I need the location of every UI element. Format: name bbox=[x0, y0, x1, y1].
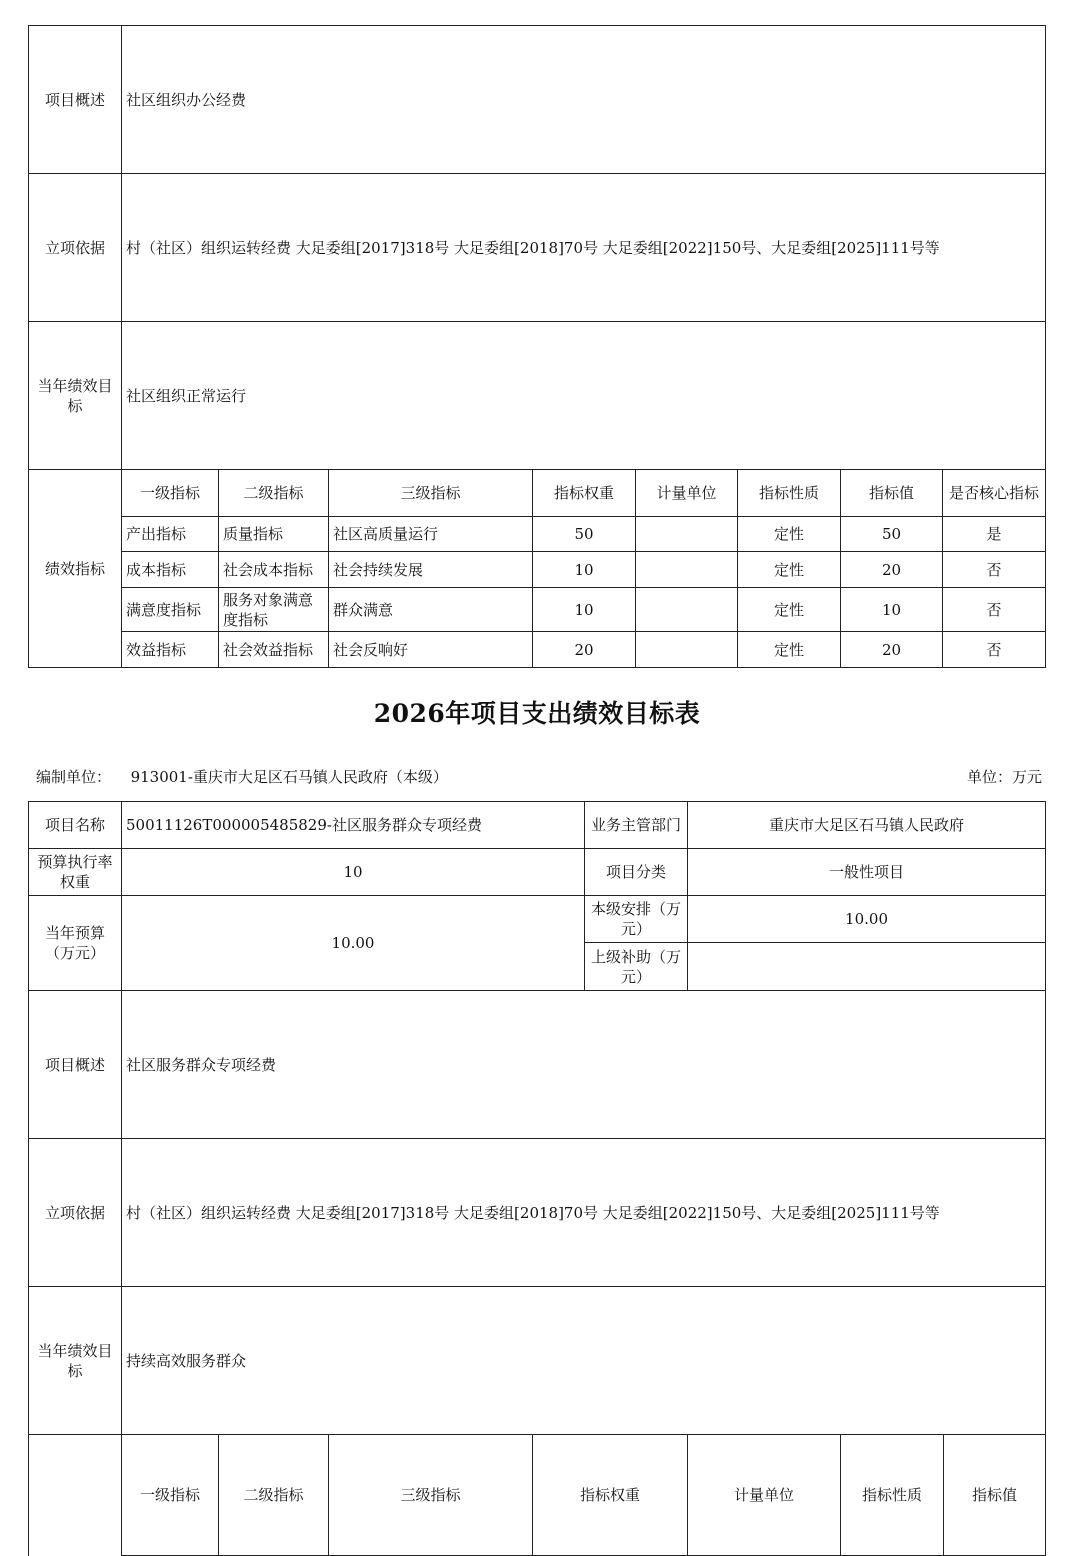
cell bbox=[636, 552, 738, 588]
perf-label-cell bbox=[29, 1435, 122, 1556]
category-value: 一般性项目 bbox=[688, 849, 1046, 896]
header-cell: 一级指标 bbox=[122, 470, 219, 517]
budget-label: 当年预算（万元） bbox=[29, 896, 122, 991]
header-cell: 指标权重 bbox=[533, 470, 636, 517]
project-name-label: 项目名称 bbox=[29, 802, 122, 849]
cell bbox=[636, 588, 738, 632]
project-name-value: 50011126T000005485829-社区服务群众专项经费 bbox=[122, 802, 585, 849]
cell: 服务对象满意度指标 bbox=[219, 588, 329, 632]
cell: 效益指标 bbox=[122, 632, 219, 668]
table-row bbox=[29, 517, 1046, 552]
dept-value: 重庆市大足区石马镇人民政府 bbox=[688, 802, 1046, 849]
cell: 社会反响好 bbox=[329, 632, 533, 668]
cell: 社会成本指标 bbox=[219, 552, 329, 588]
header-cell: 指标值 bbox=[841, 470, 943, 517]
cell: 50 bbox=[841, 517, 943, 552]
cell: 否 bbox=[943, 588, 1046, 632]
header-cell: 一级指标 bbox=[122, 1435, 219, 1556]
local-label: 本级安排（万元） bbox=[585, 896, 688, 943]
table-row bbox=[29, 552, 1046, 588]
cell: 定性 bbox=[738, 517, 841, 552]
cell: 10 bbox=[841, 588, 943, 632]
header-cell: 二级指标 bbox=[219, 1435, 329, 1556]
header-cell: 三级指标 bbox=[329, 1435, 533, 1556]
table-row bbox=[29, 588, 1046, 632]
superior-value bbox=[688, 943, 1046, 991]
cell: 产出指标 bbox=[122, 517, 219, 552]
budget-value: 10.00 bbox=[122, 896, 585, 991]
cell: 群众满意 bbox=[329, 588, 533, 632]
cell: 10 bbox=[533, 588, 636, 632]
cell: 满意度指标 bbox=[122, 588, 219, 632]
basis-label: 立项依据 bbox=[29, 1139, 122, 1287]
rate-label: 预算执行率权重 bbox=[29, 849, 122, 896]
cell bbox=[636, 517, 738, 552]
cell: 是 bbox=[943, 517, 1046, 552]
header-cell: 指标值 bbox=[944, 1435, 1046, 1556]
header-cell: 三级指标 bbox=[329, 470, 533, 517]
cell: 质量指标 bbox=[219, 517, 329, 552]
cell: 社区高质量运行 bbox=[329, 517, 533, 552]
cell: 社会持续发展 bbox=[329, 552, 533, 588]
currency-unit: 单位：万元 bbox=[966, 768, 1042, 786]
cell: 20 bbox=[841, 632, 943, 668]
cell: 20 bbox=[533, 632, 636, 668]
local-value: 10.00 bbox=[688, 896, 1046, 943]
goal-label: 当年绩效目标 bbox=[29, 1287, 122, 1435]
cell: 20 bbox=[841, 552, 943, 588]
goal-label: 当年绩效目标 bbox=[29, 322, 122, 470]
unit-value: 913001-重庆市大足区石马镇人民政府（本级） bbox=[130, 768, 448, 786]
basis-value: 村（社区）组织运转经费 大足委组[2017]318号 大足委组[2018]70号 大足委组[2022]150号、大足委组[2025]111号等 bbox=[122, 1139, 1046, 1287]
rate-value: 10 bbox=[122, 849, 585, 896]
performance-table-2 bbox=[28, 801, 1046, 1556]
header-cell: 计量单位 bbox=[688, 1435, 841, 1556]
header-cell: 指标权重 bbox=[533, 1435, 688, 1556]
cell: 定性 bbox=[738, 588, 841, 632]
perf-label: 绩效指标 bbox=[29, 470, 122, 668]
cell: 成本指标 bbox=[122, 552, 219, 588]
overview-value: 社区组织办公经费 bbox=[122, 26, 1046, 174]
performance-table-1 bbox=[28, 25, 1046, 668]
unit-label: 编制单位： bbox=[36, 768, 112, 786]
header-cell: 二级指标 bbox=[219, 470, 329, 517]
table-row bbox=[29, 632, 1046, 668]
superior-label: 上级补助（万元） bbox=[585, 943, 688, 991]
dept-label: 业务主管部门 bbox=[585, 802, 688, 849]
cell: 否 bbox=[943, 632, 1046, 668]
overview-label: 项目概述 bbox=[29, 991, 122, 1139]
cell: 50 bbox=[533, 517, 636, 552]
cell: 定性 bbox=[738, 632, 841, 668]
goal-value: 持续高效服务群众 bbox=[122, 1287, 1046, 1435]
header-cell: 指标性质 bbox=[738, 470, 841, 517]
basis-value: 村（社区）组织运转经费 大足委组[2017]318号 大足委组[2018]70号 大足委组[2022]150号、大足委组[2025]111号等 bbox=[122, 174, 1046, 322]
header-cell: 计量单位 bbox=[636, 470, 738, 517]
basis-label: 立项依据 bbox=[29, 174, 122, 322]
cell: 否 bbox=[943, 552, 1046, 588]
cell: 10 bbox=[533, 552, 636, 588]
cell bbox=[636, 632, 738, 668]
cell: 定性 bbox=[738, 552, 841, 588]
category-label: 项目分类 bbox=[585, 849, 688, 896]
overview-label: 项目概述 bbox=[29, 26, 122, 174]
cell: 社会效益指标 bbox=[219, 632, 329, 668]
header-cell: 是否核心指标 bbox=[943, 470, 1046, 517]
header-cell: 指标性质 bbox=[841, 1435, 944, 1556]
overview-value: 社区服务群众专项经费 bbox=[122, 991, 1046, 1139]
unit-info bbox=[36, 766, 448, 787]
goal-value: 社区组织正常运行 bbox=[122, 322, 1046, 470]
page-title: 2026年项目支出绩效目标表 bbox=[373, 699, 701, 728]
